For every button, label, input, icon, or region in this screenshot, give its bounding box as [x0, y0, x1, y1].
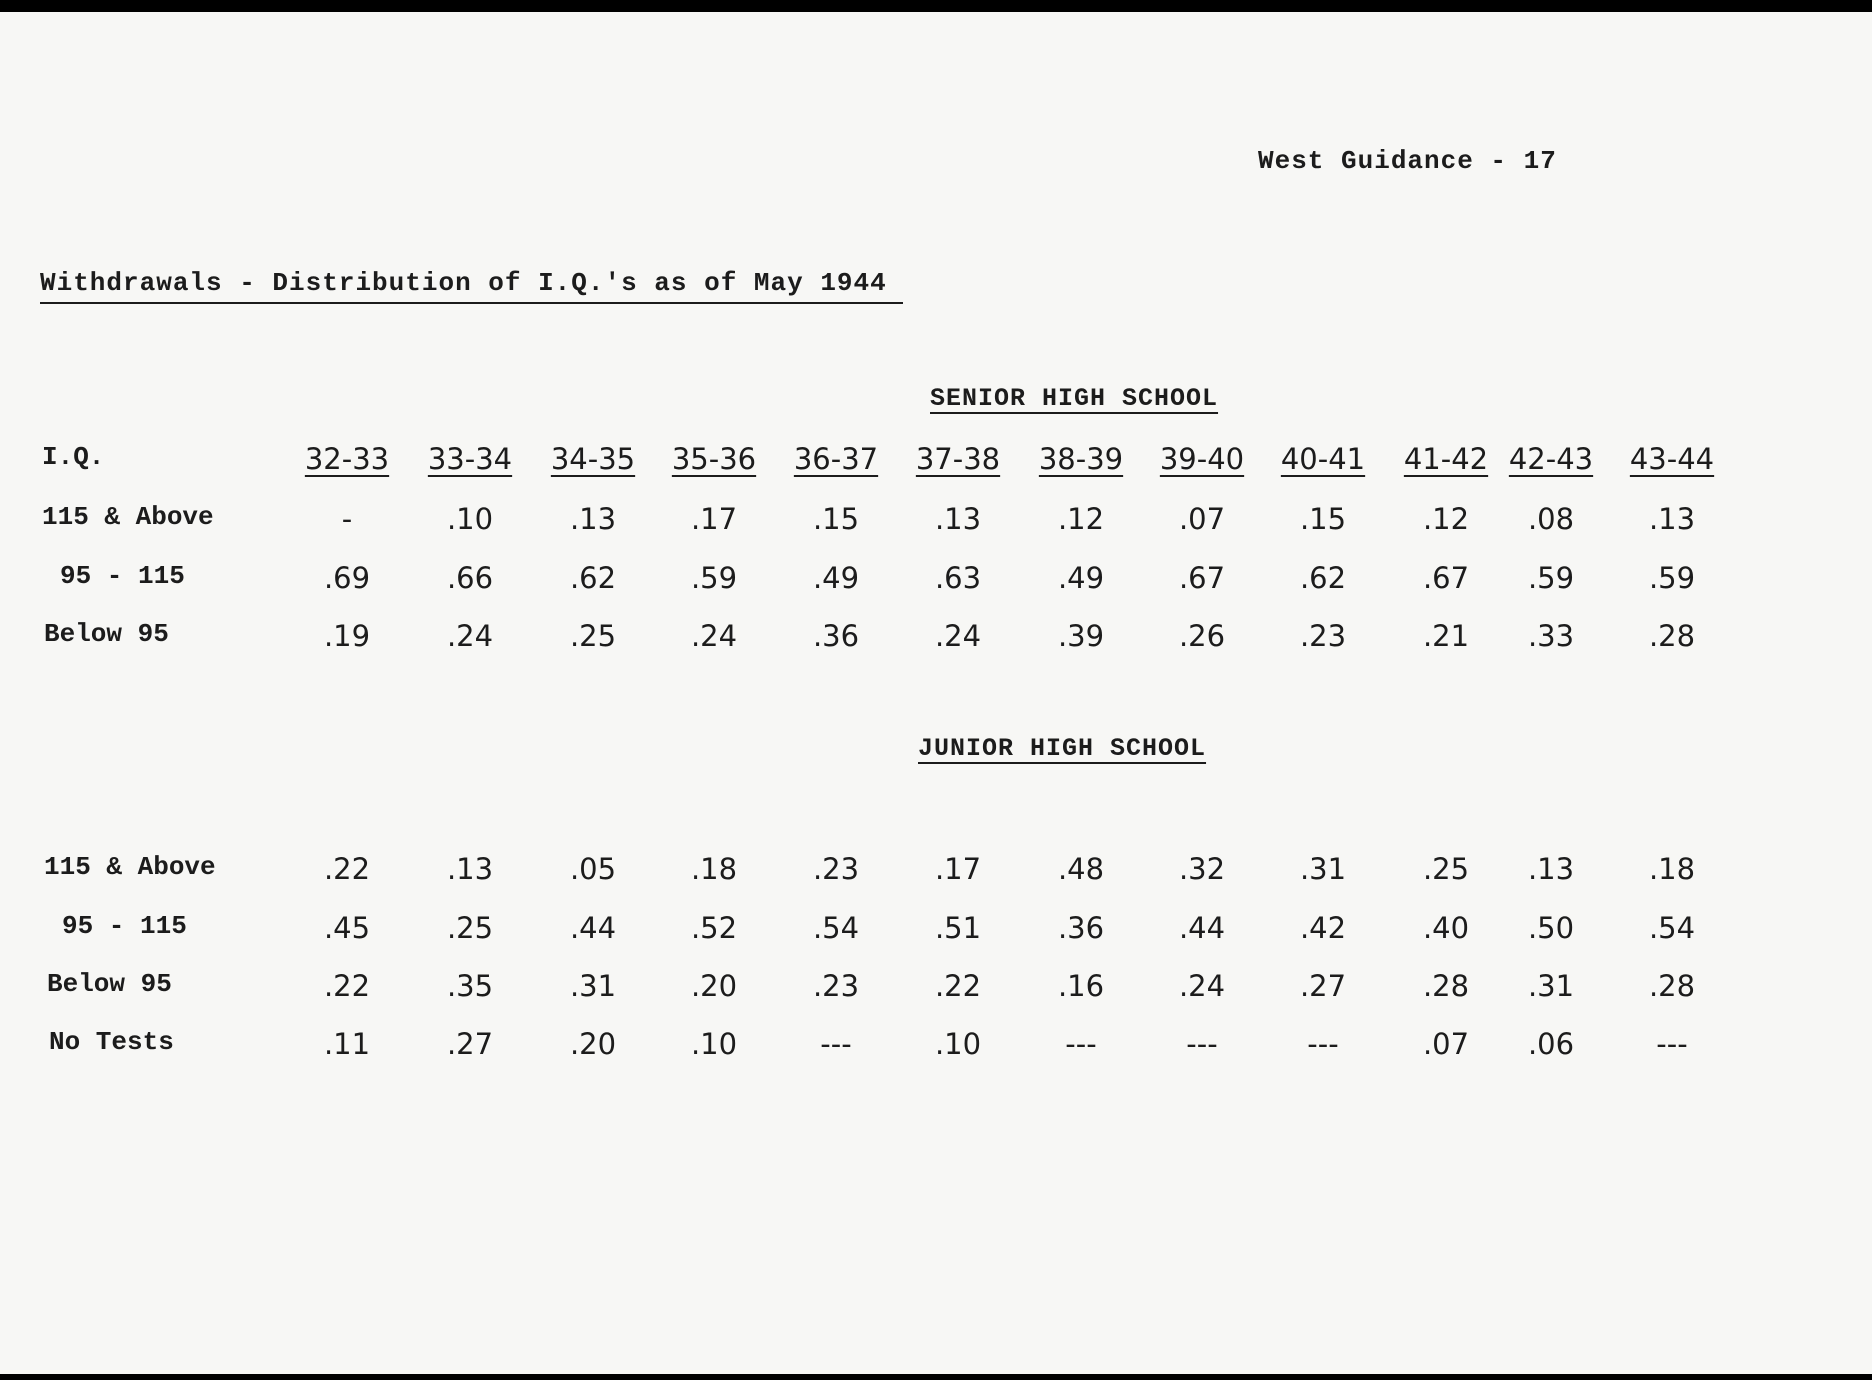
table-cell: .20 — [569, 1027, 617, 1061]
table-cell: .12 — [1422, 502, 1470, 536]
table-cell: .59 — [1527, 561, 1575, 595]
table-cell: .26 — [1178, 619, 1226, 653]
column-header: 41-42 — [1403, 442, 1489, 476]
junior-row-below-95 — [0, 969, 1872, 1009]
table-cell: - — [341, 502, 353, 536]
table-cell: .10 — [934, 1027, 982, 1061]
table-cell: .10 — [690, 1027, 738, 1061]
column-header: 38-39 — [1038, 442, 1124, 476]
junior-row-no-tests — [0, 1027, 1872, 1067]
table-cell: .67 — [1422, 561, 1470, 595]
table-cell: .23 — [812, 969, 860, 1003]
junior-high-heading: JUNIOR HIGH SCHOOL — [918, 734, 1207, 763]
table-cell: .31 — [1299, 852, 1347, 886]
document-title: Withdrawals - Distribution of I.Q.'s as of May 1944 — [40, 268, 903, 304]
table-cell: .17 — [934, 852, 982, 886]
column-header: 36-37 — [793, 442, 879, 476]
table-cell: .25 — [446, 911, 494, 945]
table-cell: .15 — [812, 502, 860, 536]
table-cell: .05 — [569, 852, 617, 886]
column-header: 32-33 — [304, 442, 390, 476]
table-cell: .28 — [1648, 619, 1696, 653]
table-cell: .16 — [1057, 969, 1105, 1003]
row-label: 95 - 115 — [62, 911, 187, 941]
junior-row-95-115 — [0, 911, 1872, 951]
table-cell: .54 — [812, 911, 860, 945]
column-header: 43-44 — [1629, 442, 1715, 476]
table-cell: .35 — [446, 969, 494, 1003]
iq-label: I.Q. — [42, 442, 105, 472]
table-cell: .39 — [1057, 619, 1105, 653]
table-cell: .32 — [1178, 852, 1226, 886]
senior-row-115-above — [0, 502, 1872, 542]
table-cell: .62 — [569, 561, 617, 595]
table-cell: .63 — [934, 561, 982, 595]
table-cell: .27 — [446, 1027, 494, 1061]
table-cell: --- — [1307, 1027, 1339, 1061]
table-cell: .19 — [323, 619, 371, 653]
table-cell: .17 — [690, 502, 738, 536]
table-cell: .23 — [1299, 619, 1347, 653]
table-cell: .28 — [1422, 969, 1470, 1003]
table-cell: .24 — [934, 619, 982, 653]
document-page — [0, 12, 1872, 1374]
column-header: 34-35 — [550, 442, 636, 476]
table-cell: .69 — [323, 561, 371, 595]
table-cell: .59 — [690, 561, 738, 595]
table-cell: .59 — [1648, 561, 1696, 595]
table-cell: .12 — [1057, 502, 1105, 536]
column-header: 40-41 — [1280, 442, 1366, 476]
table-cell: --- — [1186, 1027, 1218, 1061]
table-cell: .31 — [1527, 969, 1575, 1003]
column-header-row — [0, 442, 1872, 482]
table-cell: .51 — [934, 911, 982, 945]
table-cell: .10 — [446, 502, 494, 536]
table-cell: .08 — [1527, 502, 1575, 536]
table-cell: .24 — [1178, 969, 1226, 1003]
table-cell: .21 — [1422, 619, 1470, 653]
table-cell: .44 — [569, 911, 617, 945]
table-cell: .67 — [1178, 561, 1226, 595]
table-cell: .22 — [323, 969, 371, 1003]
row-label: 115 & Above — [44, 852, 216, 882]
table-cell: .13 — [1648, 502, 1696, 536]
table-cell: .36 — [812, 619, 860, 653]
table-cell: .48 — [1057, 852, 1105, 886]
table-cell: .18 — [690, 852, 738, 886]
column-header: 39-40 — [1159, 442, 1245, 476]
table-cell: .22 — [934, 969, 982, 1003]
table-cell: .62 — [1299, 561, 1347, 595]
column-header: 37-38 — [915, 442, 1001, 476]
table-cell: .50 — [1527, 911, 1575, 945]
table-cell: .07 — [1422, 1027, 1470, 1061]
table-cell: .18 — [1648, 852, 1696, 886]
table-cell: --- — [820, 1027, 852, 1061]
table-cell: .22 — [323, 852, 371, 886]
table-cell: .24 — [446, 619, 494, 653]
row-label: No Tests — [49, 1027, 174, 1057]
table-cell: .23 — [812, 852, 860, 886]
senior-row-95-115 — [0, 561, 1872, 601]
table-cell: .54 — [1648, 911, 1696, 945]
row-label: Below 95 — [47, 969, 172, 999]
table-cell: .15 — [1299, 502, 1347, 536]
page-header: West Guidance - 17 — [1258, 146, 1557, 176]
table-cell: .20 — [690, 969, 738, 1003]
table-cell: .66 — [446, 561, 494, 595]
table-cell: .52 — [690, 911, 738, 945]
table-cell: .25 — [569, 619, 617, 653]
row-label: 115 & Above — [42, 502, 214, 532]
table-cell: .44 — [1178, 911, 1226, 945]
table-cell: .13 — [934, 502, 982, 536]
table-cell: .27 — [1299, 969, 1347, 1003]
table-cell: .42 — [1299, 911, 1347, 945]
table-cell: .40 — [1422, 911, 1470, 945]
table-cell: .49 — [1057, 561, 1105, 595]
table-cell: .45 — [323, 911, 371, 945]
column-header: 35-36 — [671, 442, 757, 476]
table-cell: .07 — [1178, 502, 1226, 536]
table-cell: .13 — [1527, 852, 1575, 886]
table-cell: .36 — [1057, 911, 1105, 945]
senior-row-below-95 — [0, 619, 1872, 659]
table-cell: .11 — [323, 1027, 371, 1061]
table-cell: .06 — [1527, 1027, 1575, 1061]
table-cell: .24 — [690, 619, 738, 653]
column-header: 42-43 — [1508, 442, 1594, 476]
table-cell: .25 — [1422, 852, 1470, 886]
table-cell: --- — [1065, 1027, 1097, 1061]
table-cell: .13 — [569, 502, 617, 536]
junior-row-115-above — [0, 852, 1872, 892]
table-cell: .31 — [569, 969, 617, 1003]
table-cell: .28 — [1648, 969, 1696, 1003]
row-label: Below 95 — [44, 619, 169, 649]
table-cell: .13 — [446, 852, 494, 886]
senior-high-heading: SENIOR HIGH SCHOOL — [930, 384, 1219, 413]
column-header: 33-34 — [427, 442, 513, 476]
table-cell: .33 — [1527, 619, 1575, 653]
table-cell: .49 — [812, 561, 860, 595]
table-cell: --- — [1656, 1027, 1688, 1061]
row-label: 95 - 115 — [60, 561, 185, 591]
